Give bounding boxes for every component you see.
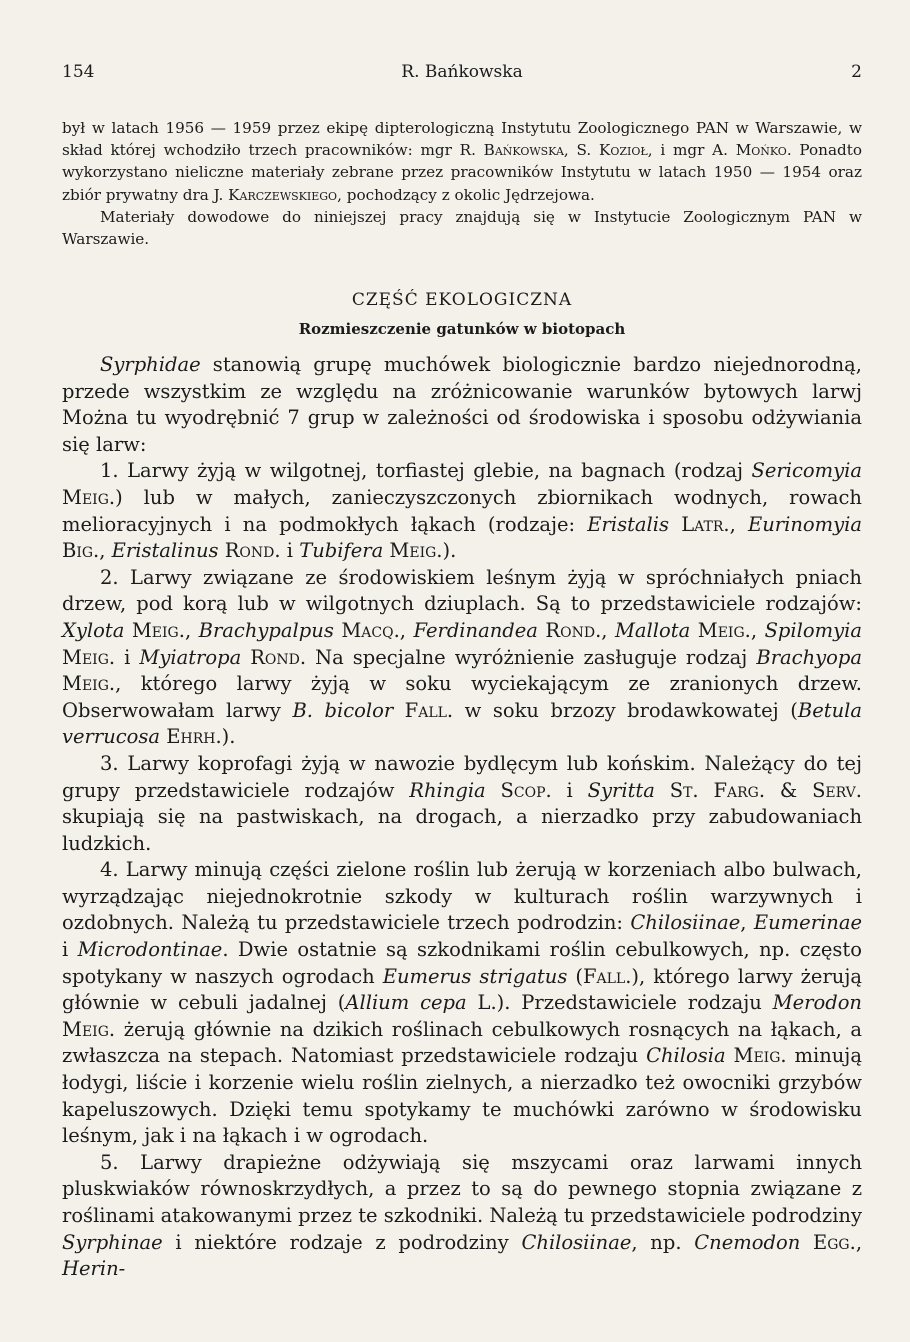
section-title: CZĘŚĆ EKOLOGICZNA: [351, 290, 573, 310]
main-text: [62, 352, 862, 1283]
running-header: [62, 62, 862, 86]
page-number: 154: [62, 62, 95, 82]
intro-paragraph-1: był w latach 1956 — 1959 przez ekipę dipterologiczną Instytutu Zoologicznego PAN w Warszawie, w skład której wchodziło trzech pracowników: mgr R. Bańkowska, S. Kozioł, i mgr A. Mońko. Ponadto wykorzystano nieliczne materiały zebrane przez pracowników Instytutu w latach 1950 — 1954 oraz zbiór prywatny dra J. Karczewskiego, pochodzący z okolic Jędrzejowa.: [62, 119, 862, 204]
intro-text: [62, 117, 862, 250]
paragraph-group-1: 1. Larwy żyją w wilgotnej, torfiastej glebie, na bagnach (rodzaj Sericomyia Meig.) lub w małych, zanieczyszczonych zbiornikach wodnych, rowach melioracyjnych i na podmokłych łąkach (rodzaje: Eristalis Latr., Eurinomyia Big., Eristalinus Rond. i Tubifera Meig.).: [62, 459, 862, 563]
paragraph-group-3: 3. Larwy koprofagi żyją w nawozie bydlęcym lub końskim. Należący do tej grupy przedstawiciele rodzajów Rhingia Scop. i Syritta St. Farg. & Serv. skupiają się na pastwiskach, na drogach, a nierzadko przy zabudowaniach ludzkich.: [62, 751, 862, 855]
running-author: R. Bańkowska: [401, 62, 523, 82]
section-subtitle: Rozmieszczenie gatunków w biotopach: [298, 320, 626, 338]
paragraph-group-2: 2. Larwy związane ze środowiskiem leśnym żyją w spróchniałych pniach drzew, pod korą lub w wilgotnych dziuplach. Są to przedstawiciele rodzajów: Xylota Meig., Brachypalpus Macq., Ferdinandea Rond., Mallota Meig., Spilomyia Meig. i Myiatropa Rond. Na specjalne wyróżnienie zasługuje rodzaj Brachyopa Meig., którego larwy żyją w soku wyciekającym ze zranionych drzew. Obserwowałam larwy B. bicolor Fall. w soku brzozy brodawkowatej (Betula verrucosa Ehrh.).: [62, 565, 862, 749]
paragraph-group-5: 5. Larwy drapieżne odżywiają się mszycami oraz larwami innych pluskwiaków równoskrzydłych, a przez to są do pewnego stopnia związane z roślinami atakowanymi przez te szkodniki. Należą tu przedstawiciele podrodziny Syrphinae i niektóre rodzaje z podrodziny Chilosiinae, np. Cnemodon Egg., Herin-: [62, 1150, 863, 1281]
paragraph-intro: Syrphidae stanowią grupę muchówek biologicznie bardzo niejednorodną, przede wszystkim ze względu na zróżnicowanie warunków bytowych larwj Można tu wyodrębnić 7 grup w zależności od środowiska i sposobu odżywiania się larw:: [62, 353, 862, 456]
corner-mark: 2: [851, 62, 862, 82]
intro-paragraph-2: Materiały dowodowe do niniejszej pracy znajdują się w Instytucie Zoologicznym PAN w Warszawie.: [62, 207, 862, 249]
paragraph-group-4: 4. Larwy minują części zielone roślin lub żerują w korzeniach albo bulwach, wyrządzając niejednokrotnie szkody w kulturach roślin warzywnych i ozdobnych. Należą tu przedstawiciele trzech podrodzin: Chilosiinae, Eumerinae i Microdontinae. Dwie ostatnie są szkodnikami roślin cebulkowych, np. często spotykany w naszych ogrodach Eumerus strigatus (Fall.), którego larwy żerują głównie w cebuli jadalnej (Allium cepa L.). Przedstawiciele rodzaju Merodon Meig. żerują głównie na dzikich roślinach cebulkowych rosnących na łąkach, a zwłaszcza na stepach. Natomiast przedstawiciele rodzaju Chilosia Meig. minują łodygi, liście i korzenie wielu roślin zielnych, a nierzadko też owocniki grzybów kapeluszowych. Dzięki temu spotykamy te muchówki zarówno w środowisku leśnym, jak i na łąkach i w ogrodach.: [62, 858, 862, 1148]
